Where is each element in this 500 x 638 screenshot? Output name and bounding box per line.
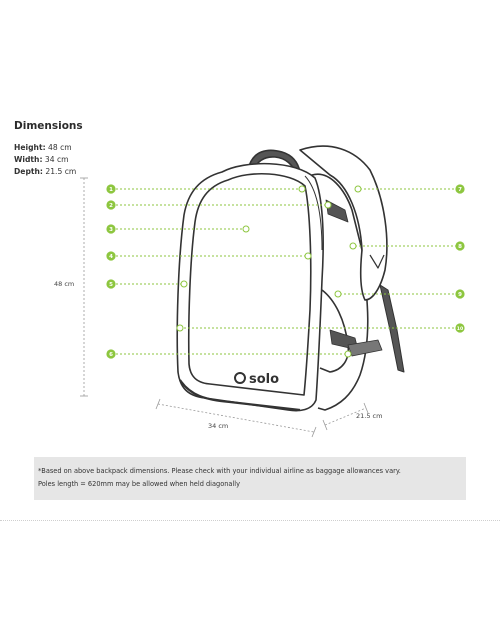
callout-number-10: 10 <box>456 327 464 332</box>
callout-target-6 <box>345 351 351 357</box>
callout-target-3 <box>243 226 249 232</box>
height-value: 48 cm <box>48 143 72 152</box>
callout-target-9 <box>335 291 341 297</box>
depth-value: 21.5 cm <box>45 167 77 176</box>
callout-target-5 <box>181 281 187 287</box>
callout-number-1: 1 <box>109 187 113 193</box>
depth-label: Depth: <box>14 167 43 176</box>
callout-number-4: 4 <box>109 254 113 260</box>
callout-number-5: 5 <box>109 282 113 288</box>
width-value: 34 cm <box>44 155 69 164</box>
callout-target-7 <box>355 186 361 192</box>
backpack-outline <box>177 146 404 411</box>
dimensions-heading: Dimensions <box>14 120 83 132</box>
depth-measure-label: 21.5 cm <box>356 412 383 420</box>
height-measure-label: 48 cm <box>54 280 75 288</box>
divider <box>0 520 500 521</box>
callout-number-6: 6 <box>109 352 113 358</box>
height-label: Height: <box>14 143 46 152</box>
note-line-2: Poles length = 620mm may be allowed when held diagonally <box>38 480 241 488</box>
callout-number-7: 7 <box>458 187 462 193</box>
callout-target-2 <box>325 202 331 208</box>
callout-target-8 <box>350 243 356 249</box>
note-line-1: *Based on above backpack dimensions. Please check with your individual airline as baggage allowances vary. <box>38 467 401 475</box>
height-dimension-line <box>80 178 88 396</box>
callout-target-4 <box>305 253 311 259</box>
callout-target-10 <box>177 325 183 331</box>
baggage-note-box <box>34 457 466 500</box>
logo-text: solo <box>249 372 280 387</box>
width-measure-label: 34 cm <box>208 422 229 430</box>
callout-number-2: 2 <box>109 203 113 209</box>
callout-number-3: 3 <box>109 227 113 233</box>
width-label: Width: <box>14 155 43 164</box>
callout-number-8: 8 <box>458 244 462 250</box>
callout-target-1 <box>299 186 305 192</box>
callout-number-9: 9 <box>458 292 462 298</box>
